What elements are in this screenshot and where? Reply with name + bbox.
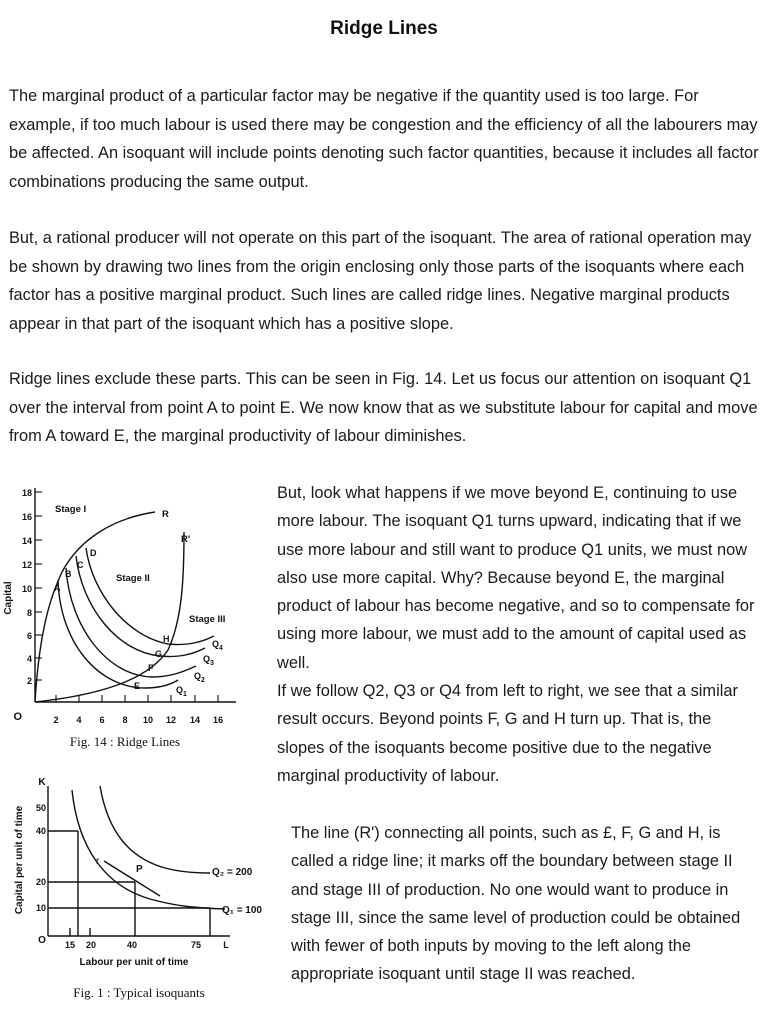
paragraph-1: The marginal product of a particular factor may be negative if the quantity used is too large. For example, if too much labour is used there may be congestion and the efficiency of all the labourers may be affected. An isoquant will include points denoting such factor quantities, because it includes all factor combinations producing the same output.	[9, 87, 759, 191]
fig1-y-tick: 10	[35, 903, 46, 913]
isoquant-label-q1: $Q_1$	[176, 685, 187, 698]
paragraph-2: But, a rational producer will not operate on this part of the isoquant. The area of rational operation may be shown by drawing two lines from the origin enclosing only those parts of the isoquants where each factor has a positive marginal product. Such lines are called ridge lines. Negative marginal products appear in that part of the isoquant which has a positive slope.	[9, 229, 752, 333]
point-label: D	[90, 548, 97, 558]
isoquant-q1	[58, 580, 178, 688]
stage-label: Stage II	[116, 573, 150, 584]
fig14-x-tick: 2	[53, 715, 59, 725]
fig1-y-tick: 50	[35, 803, 46, 813]
side-paragraph-1: But, look what happens if we move beyond E, continuing to use more labour. The isoquant Q1 turns upward, indicating that if we use more labour and still want to produce Q1 units, we must now also use more capital. Why? Because beyond E, the marginal product of labour has become negative, and so to compensate for using more labour, we must add to the amount of capital used as well.	[277, 484, 755, 672]
fig14-x-tick: 14	[189, 715, 201, 725]
side-paragraph-3: The line (R') connecting all points, such as £, F, G and H, is called a ridge line; it marks off the boundary between stage II and stage III of production. No one would want to produce in stage III, since the same level of production could be obtained with fewer of both inputs by moving to the left along the appropriate isoquant until stage II was reached.	[291, 824, 741, 984]
isoquant-label-q3: $Q_3$	[203, 654, 214, 667]
point-label: B	[65, 569, 72, 579]
fig14-x-tick: 6	[99, 715, 105, 725]
fig1-y-tick: 40	[35, 826, 46, 836]
fig14-origin-label: O	[13, 711, 22, 723]
fig14-y-tick: 2	[26, 676, 32, 686]
isoquant-q3	[76, 556, 205, 657]
curve-label-q1: Q₁ = 100	[222, 905, 262, 916]
isoquant-label-q4: $Q_4$	[212, 639, 223, 652]
paragraph-3: Ridge lines exclude these parts. This can be seen in Fig. 14. Let us focus our attention on isoquant Q1 over the interval from point A to point E. We now know that as we substitute labour for capital and move from A toward E, the marginal productivity of labour diminishes.	[9, 370, 758, 445]
fig1-x-tick: 15	[64, 940, 76, 950]
point-label: C	[77, 560, 84, 570]
isoquant-q4	[86, 548, 214, 645]
fig14-y-tick: 8	[26, 608, 32, 618]
fig1-y-axis-label: Capital per unit of time	[14, 805, 25, 915]
fig14-y-tick: 18	[21, 488, 32, 498]
fig14-y-axis-label: Capital	[3, 581, 14, 615]
ridge-line-r	[35, 512, 155, 702]
point-label-p: P	[136, 864, 143, 875]
fig14-y-tick: 14	[21, 536, 32, 546]
isoquant-label-q2: $Q_2$	[194, 671, 205, 684]
fig14-x-tick: 12	[165, 715, 177, 725]
isoquant-q2-200	[100, 786, 210, 873]
fig1-y-axis-end: K	[38, 777, 46, 788]
figure-14-ridge-lines	[0, 480, 270, 755]
fig1-x-tick: 75	[190, 940, 202, 950]
point-label: F	[148, 663, 154, 673]
fig14-y-tick: 12	[21, 560, 32, 570]
point-label: G	[155, 649, 163, 659]
fig1-y-tick: 20	[35, 877, 46, 887]
fig1-x-axis-end: L	[223, 940, 229, 950]
fig14-x-tick: 8	[122, 715, 128, 725]
figure-1-typical-isoquants	[0, 768, 275, 1008]
point-label: A	[54, 583, 61, 593]
stage-label: Stage I	[55, 504, 87, 515]
figure-1-caption: Fig. 1 : Typical isoquants	[73, 985, 205, 1000]
point-label: H	[163, 634, 170, 644]
point-label: E	[134, 681, 141, 691]
fig1-origin-label: O	[38, 935, 46, 946]
fig14-y-tick: 6	[26, 631, 32, 641]
stage-label: Stage III	[189, 614, 226, 625]
fig14-y-tick: 16	[21, 512, 32, 522]
ridge-label: R'	[181, 534, 191, 545]
curve-label-q2: Q₂ = 200	[212, 867, 253, 878]
fig14-y-tick: 4	[26, 654, 32, 664]
fig14-x-tick: 4	[76, 715, 82, 725]
ridge-label: R	[162, 509, 169, 520]
fig14-x-tick: 10	[142, 715, 154, 725]
page-title: Ridge Lines	[330, 18, 438, 39]
fig1-x-tick: 40	[126, 940, 138, 950]
side-paragraph-2: If we follow Q2, Q3 or Q4 from left to right, we see that a similar result occurs. Beyond points F, G and H turn up. That is, the slopes of the isoquants become positive due to the negative marginal productivity of labour.	[277, 682, 738, 785]
fig14-x-tick: 16	[212, 715, 224, 725]
fig1-x-tick: 20	[85, 940, 97, 950]
fig14-y-tick: 10	[21, 584, 32, 594]
fig1-x-axis-label: Labour per unit of time	[79, 957, 189, 968]
isoquant-q1-100	[72, 790, 225, 909]
point-label-r: r	[96, 856, 100, 867]
figure-14-caption: Fig. 14 : Ridge Lines	[69, 734, 181, 749]
